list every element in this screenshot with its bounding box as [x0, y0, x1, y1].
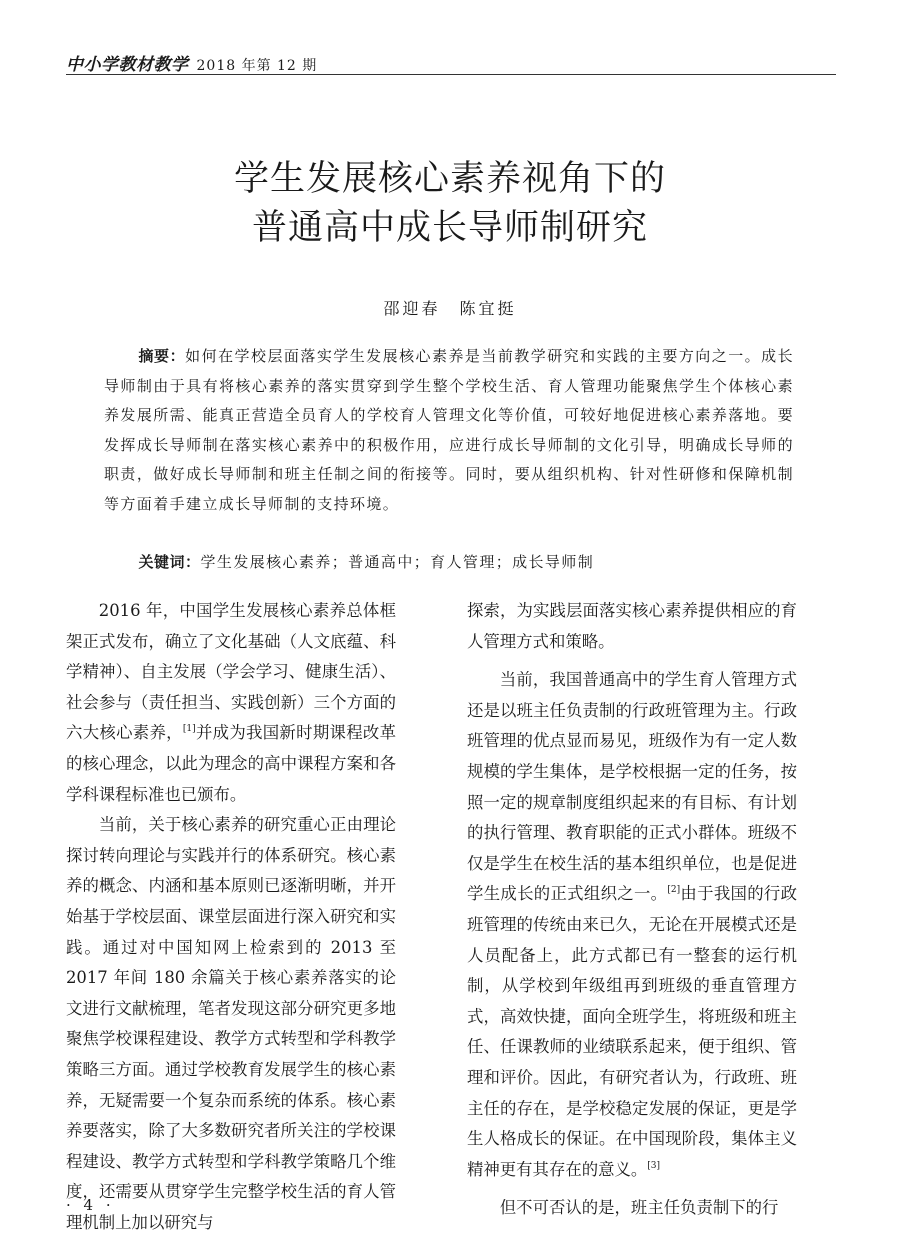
body-column-left	[66, 596, 396, 1238]
article-title	[0, 155, 900, 253]
title-line-1: 学生发展核心素养视角下的	[233, 159, 666, 199]
keywords-text: 学生发展核心素养；普通高中；育人管理；成长导师制	[200, 553, 595, 571]
paragraph-text: 由于我国的行政班管理的传统由来已久，无论在开展模式还是人员配备上，此方式都已有一整套的运行机制，从学校到年级组再到班级的垂直管理方式，高效快捷，面向全班学生，将班级和班主任、任课教师的业绩联系起来，便于组织、管理和评价。因此，有研究者认为，行政班、班主任的存在，是学校稳定发展的保证，更是学生人格成长的保证。在中国现阶段，集体主义精神更有其存在的意义。	[467, 884, 798, 1179]
issue-label: 2018 年第 12 期	[196, 58, 318, 74]
paragraph-text: 2016 年，中国学生发展核心素养总体框架正式发布，确立了文化基础（人文底蕴、科学精神）、自主发展（学会学习、健康生活）、社会参与（责任担当、实践创新）三个方面的六大核心素养，	[66, 601, 396, 743]
paragraph	[66, 596, 396, 810]
abstract-text: 如何在学校层面落实学生发展核心素养是当前教学研究和实践的主要方向之一。成长导师制由于具有将核心素养的落实贯穿到学生整个学校生活、育人管理功能聚焦学生个体核心素养发展所需、能真正营造全员育人的学校育人管理文化等价值，可较好地促进核心素养落地。要发挥成长导师制在落实核心素养中的积极作用，应进行成长导师制的文化引导，明确成长导师的职责，做好成长导师制和班主任制之间的衔接等。同时，要从组织机构、针对性研修和保障机制等方面着手建立成长导师制的支持环境。	[104, 347, 794, 513]
paragraph: 但不可否认的是，班主任负责制下的行	[499, 1198, 779, 1218]
title-line-2: 普通高中成长导师制研究	[251, 208, 648, 248]
paragraph	[467, 665, 797, 1185]
body-column-right	[467, 596, 797, 1224]
abstract	[104, 342, 794, 519]
authors: 邵迎春 陈宜挺	[383, 299, 517, 318]
header-rule	[66, 74, 836, 75]
paragraph: 当前，关于核心素养的研究重心正由理论探讨转向理论与实践并行的体系研究。核心素养的概念、内涵和基本原则已逐渐明晰，并开始基于学校层面、课堂层面进行深入研究和实践。通过对中国知网上检索到的 2013 至 2017 年间 180 余篇关于核心素养落实的论文进行文献梳理，笔者发现这部分研究更多地聚焦学校课程建设、教学方式转型和学科教学策略三方面。通过学校教育发展学生的核心素养，无疑需要一个复杂而系统的体系。核心素养要落实，除了大多数研究者所关注的学校课程建设、教学方式转型和学科教学策略几个维度，还需要从贯穿学生完整学校生活的育人管理机制上加以研究与	[66, 815, 396, 1232]
keywords	[104, 548, 794, 578]
paragraph-text: 当前，我国普通高中的学生育人管理方式还是以班主任负责制的行政班管理为主。行政班管理的优点显而易见，班级作为有一定人数规模的学生集体，是学校根据一定的任务，按照一定的规章制度组织起来的有目标、有计划的执行管理、教育职能的正式小群体。班级不仅是学生在校生活的基本组织单位，也是促进学生成长的正式组织之一。	[467, 670, 797, 904]
page-number: · 4 ·	[66, 1196, 115, 1214]
citation-ref[interactable]: [1]	[182, 724, 196, 735]
paragraph: 探索，为实践层面落实核心素养提供相应的育人管理方式和策略。	[467, 601, 797, 651]
citation-ref[interactable]: [3]	[647, 1160, 661, 1171]
citation-ref[interactable]: [2]	[667, 885, 681, 896]
journal-logo: 中小学教材教学	[66, 55, 189, 75]
keywords-label: 关键词：	[138, 553, 201, 571]
abstract-label: 摘要：	[138, 347, 186, 365]
running-header	[66, 50, 846, 75]
paragraph-text: 并成为我国新时期课程改革的核心理念，以此为理念的高中课程方案和各学科课程标准也已颁布。	[66, 723, 397, 804]
